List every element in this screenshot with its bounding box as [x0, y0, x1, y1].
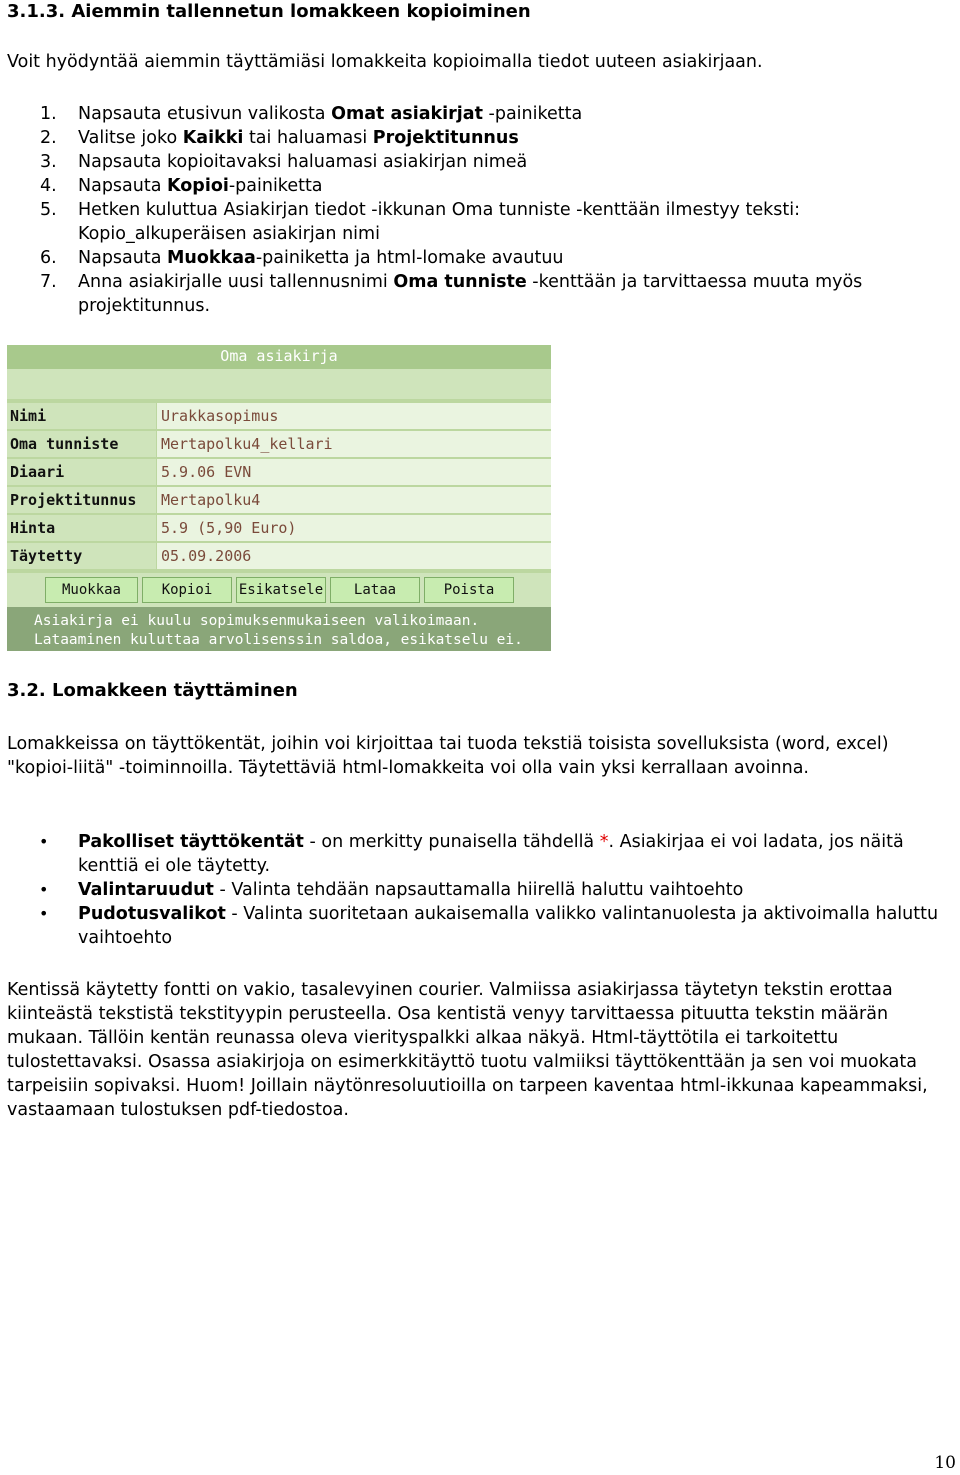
license-notice	[7, 607, 551, 651]
field-row-name	[7, 403, 551, 429]
list-item: • Valintaruudut - Valinta tehdään napsauttamalla hiirellä haluttu vaihtoehto	[39, 880, 744, 900]
field-label: Täytetty	[7, 543, 156, 569]
download-button[interactable]: Lataa	[330, 577, 420, 603]
field-value: 5.9 (5,90 Euro)	[157, 515, 551, 541]
step-item: 3. Napsauta kopioitavaksi haluamasi asiakirjan nimeä	[40, 152, 528, 172]
section-intro-fill-form: Lomakkeissa on täyttökentät, joihin voi kirjoittaa tai tuoda tekstiä toisista sovelluksista (word, excel) "kopioi-liitä" -toiminnoilla. Täytettäviä html-lomakkeita voi olla vain yksi kerrallaan avoinna.	[7, 734, 889, 778]
field-value: Urakkasopimus	[157, 403, 551, 429]
field-types-list	[7, 830, 952, 950]
field-label: Diaari	[7, 459, 156, 485]
section-heading-copy-form: 3.1.3. Aiemmin tallennetun lomakkeen kopioiminen	[7, 1, 531, 22]
list-item: • Pakolliset täyttökentät - on merkitty punaisella tähdellä *. Asiakirjaa ei voi ladata, jos näitä kenttiä ei ole täytetty.	[39, 832, 904, 876]
step-item: 2. Valitse joko Kaikki tai haluamasi Projektitunnus	[40, 128, 519, 148]
action-button-bar	[7, 573, 551, 607]
notice-line: Lataaminen kuluttaa arvolisenssin saldoa, esikatselu ei.	[34, 632, 523, 648]
notice-line: Asiakirja ei kuulu sopimuksenmukaiseen valikoimaan.	[34, 613, 480, 629]
panel-title: Oma asiakirja	[7, 345, 551, 369]
delete-button[interactable]: Poista	[424, 577, 514, 603]
step-item: 4. Napsauta Kopioi-painiketta	[40, 176, 323, 196]
field-value: 05.09.2006	[157, 543, 551, 569]
list-item: • Pudotusvalikot - Valinta suoritetaan aukaisemalla valikko valintanuolesta ja aktivoimalla haluttu vaihtoehto	[39, 904, 939, 948]
preview-button[interactable]: Esikatsele	[236, 577, 326, 603]
section-heading-fill-form: 3.2. Lomakkeen täyttäminen	[7, 680, 298, 701]
steps-list	[7, 102, 952, 318]
step-item: 1. Napsauta etusivun valikosta Omat asiakirjat -painiketta	[40, 104, 583, 124]
field-label: Oma tunniste	[7, 431, 156, 457]
field-row-price	[7, 515, 551, 541]
field-label: Projektitunnus	[7, 487, 156, 513]
field-value: Mertapolku4_kellari	[157, 431, 551, 457]
field-value: 5.9.06 EVN	[157, 459, 551, 485]
field-row-own-id	[7, 431, 551, 457]
bullet-icon: •	[39, 880, 49, 899]
bullet-icon: •	[39, 832, 49, 851]
copy-button[interactable]: Kopioi	[142, 577, 232, 603]
field-label: Nimi	[7, 403, 156, 429]
field-row-project-id	[7, 487, 551, 513]
document-details-panel	[7, 345, 553, 651]
field-row-diary	[7, 459, 551, 485]
field-value: Mertapolku4	[157, 487, 551, 513]
step-item: 7. Anna asiakirjalle uusi tallennusnimi Oma tunniste -kenttään ja tarvittaessa muuta myös projektitunnus.	[40, 272, 863, 316]
closing-paragraph: Kentissä käytetty fontti on vakio, tasalevyinen courier. Valmiissa asiakirjassa täytetyn tekstin erottaa kiinteästä tekstistä tekstityypin perusteella. Osa kentistä venyy tarvittaessa pituutta tekstin määrän mukaan. Tällöin kentän reunassa oleva vierityspalkki alkaa näkyä. Html-täyttötila ei tarkoitettu tulostettavaksi. Osassa asiakirjoja on esimerkkitäyttö tuotu valmiiksi täyttökenttään ja sen voi muokata tarpeisiin sopivaksi. Huom! Joillain näytönresoluutioilla on tarpeen kaventaa html-ikkunaa kapeammaksi, vastaamaan tulostuksen pdf-tiedostoa.	[7, 980, 928, 1120]
step-item: 5. Hetken kuluttua Asiakirjan tiedot -ikkunan Oma tunniste -kenttään ilmestyy teksti: Kopio_alkuperäisen asiakirjan nimi	[40, 200, 800, 244]
page-number: 10	[934, 1453, 956, 1473]
step-item: 6. Napsauta Muokkaa-painiketta ja html-lomake avautuu	[40, 248, 564, 268]
edit-button[interactable]: Muokkaa	[45, 577, 138, 603]
section-intro-copy-form: Voit hyödyntää aiemmin täyttämiäsi lomakkeita kopioimalla tiedot uuteen asiakirjaan.	[7, 52, 763, 72]
panel-spacer	[7, 369, 551, 399]
bullet-icon: •	[39, 904, 49, 923]
field-row-filled	[7, 543, 551, 569]
field-label: Hinta	[7, 515, 156, 541]
